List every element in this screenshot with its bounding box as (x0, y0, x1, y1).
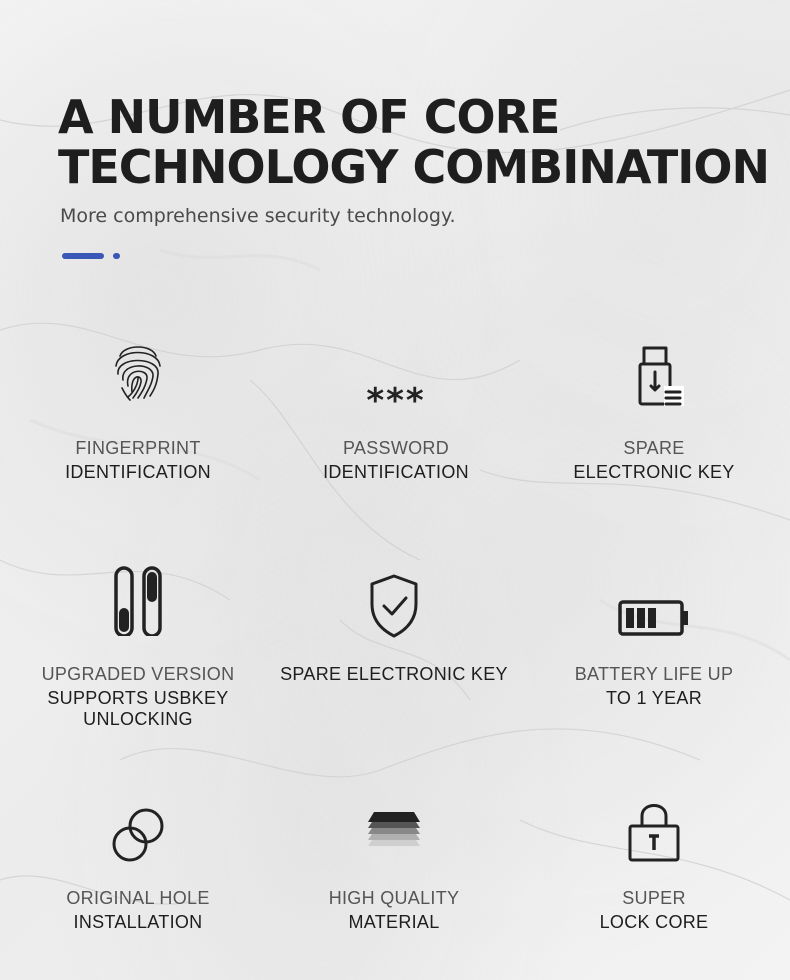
feature-line-2: LOCK CORE (599, 912, 709, 932)
accent-divider (62, 253, 122, 260)
feature-line-2: IDENTIFICATION (323, 462, 469, 482)
accent-dot (113, 253, 120, 259)
feature-line-2: IDENTIFICATION (65, 462, 211, 482)
feature-line-2: MATERIAL (348, 912, 440, 932)
padlock-icon (624, 798, 684, 868)
feature-line-2: SUPPORTS USBKEY UNLOCKING (47, 688, 229, 729)
title-line-2: TECHNOLOGY COMBINATION (58, 140, 769, 194)
interlocked-rings-icon (108, 802, 168, 872)
layers-icon (364, 812, 424, 882)
page-title (58, 92, 769, 192)
feature-line-1: SPARE ELECTRONIC KEY (280, 664, 508, 684)
feature-line-1: SUPER (622, 888, 686, 908)
feature-line-1: PASSWORD (342, 438, 450, 458)
title-line-1: A NUMBER OF CORE (58, 90, 560, 144)
asterisks-icon (366, 334, 426, 404)
feature-line-1: FINGERPRINT (75, 438, 201, 458)
svg-text:***: *** (366, 381, 426, 404)
feature-line-1: HIGH QUALITY (328, 888, 460, 908)
accent-bar (62, 253, 104, 259)
feature-line-2: INSTALLATION (73, 912, 203, 932)
feature-line-1: BATTERY LIFE UP (574, 664, 734, 684)
feature-line-2: TO 1 YEAR (605, 688, 703, 708)
feature-line-1: UPGRADED VERSION (41, 664, 235, 684)
page-subtitle: More comprehensive security technology. (60, 205, 456, 227)
feature-line-1: ORIGINAL HOLE (66, 888, 210, 908)
feature-line-2: ELECTRONIC KEY (573, 462, 735, 482)
fingerprint-icon (108, 334, 168, 404)
shield-check-icon (364, 572, 424, 642)
feature-line-1: SPARE (623, 438, 685, 458)
usb-key-icon (624, 342, 684, 412)
battery-icon (616, 566, 692, 636)
usbkey-slots-icon (108, 566, 168, 636)
